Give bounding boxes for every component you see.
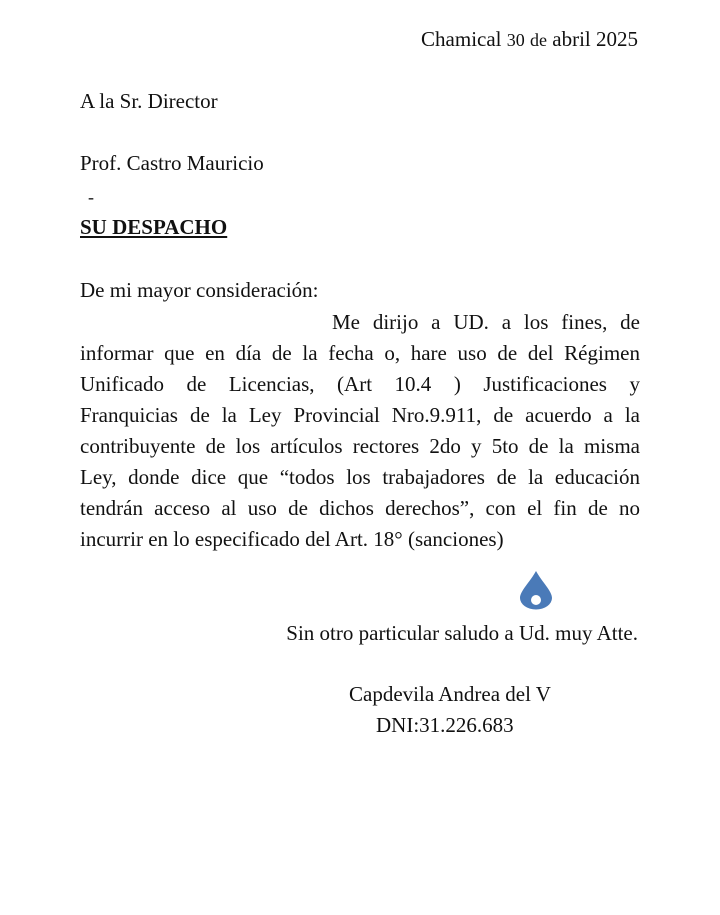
body-line: Unificado de Licencias, (Art 10.4 ) Justificaciones y: [80, 372, 640, 396]
body-line: tendrán acceso al uso de dichos derechos”, con el fin de no: [80, 496, 640, 520]
closing-line: Sin otro particular saludo a Ud. muy Atte.: [286, 621, 638, 645]
greeting: De mi mayor consideración:: [80, 278, 319, 302]
date-place: Chamical: [421, 27, 502, 51]
recipient-title: A la Sr. Director: [80, 89, 218, 113]
body-line: incurrir en lo especificado del Art. 18° (sanciones): [80, 527, 504, 551]
date-day: 30: [506, 30, 525, 50]
body-line: Me dirijo a UD. a los fines, de: [332, 310, 640, 334]
date-month-year: abril 2025: [552, 27, 638, 51]
water-drop-icon: [518, 570, 554, 610]
body-line: Ley, donde dice que “todos los trabajadores de la educación: [80, 465, 640, 489]
letter-body: [80, 307, 640, 555]
recipient-name: Prof. Castro Mauricio: [80, 151, 264, 175]
date-connector: de: [530, 30, 548, 50]
body-line: contribuyente de los artículos rectores 2do y 5to de la misma: [80, 434, 640, 458]
body-line: Franquicias de la Ley Provincial Nro.9.911, de acuerdo a la: [80, 403, 640, 427]
recipient-dash: -: [88, 187, 94, 207]
signature-name: Capdevila Andrea del V: [349, 682, 551, 706]
signature-dni: DNI:31.226.683: [376, 713, 514, 737]
recipient-office: SU DESPACHO: [80, 215, 228, 239]
letter-date: [421, 27, 638, 52]
body-line: informar que en día de la fecha o, hare uso de del Régimen: [80, 341, 640, 365]
